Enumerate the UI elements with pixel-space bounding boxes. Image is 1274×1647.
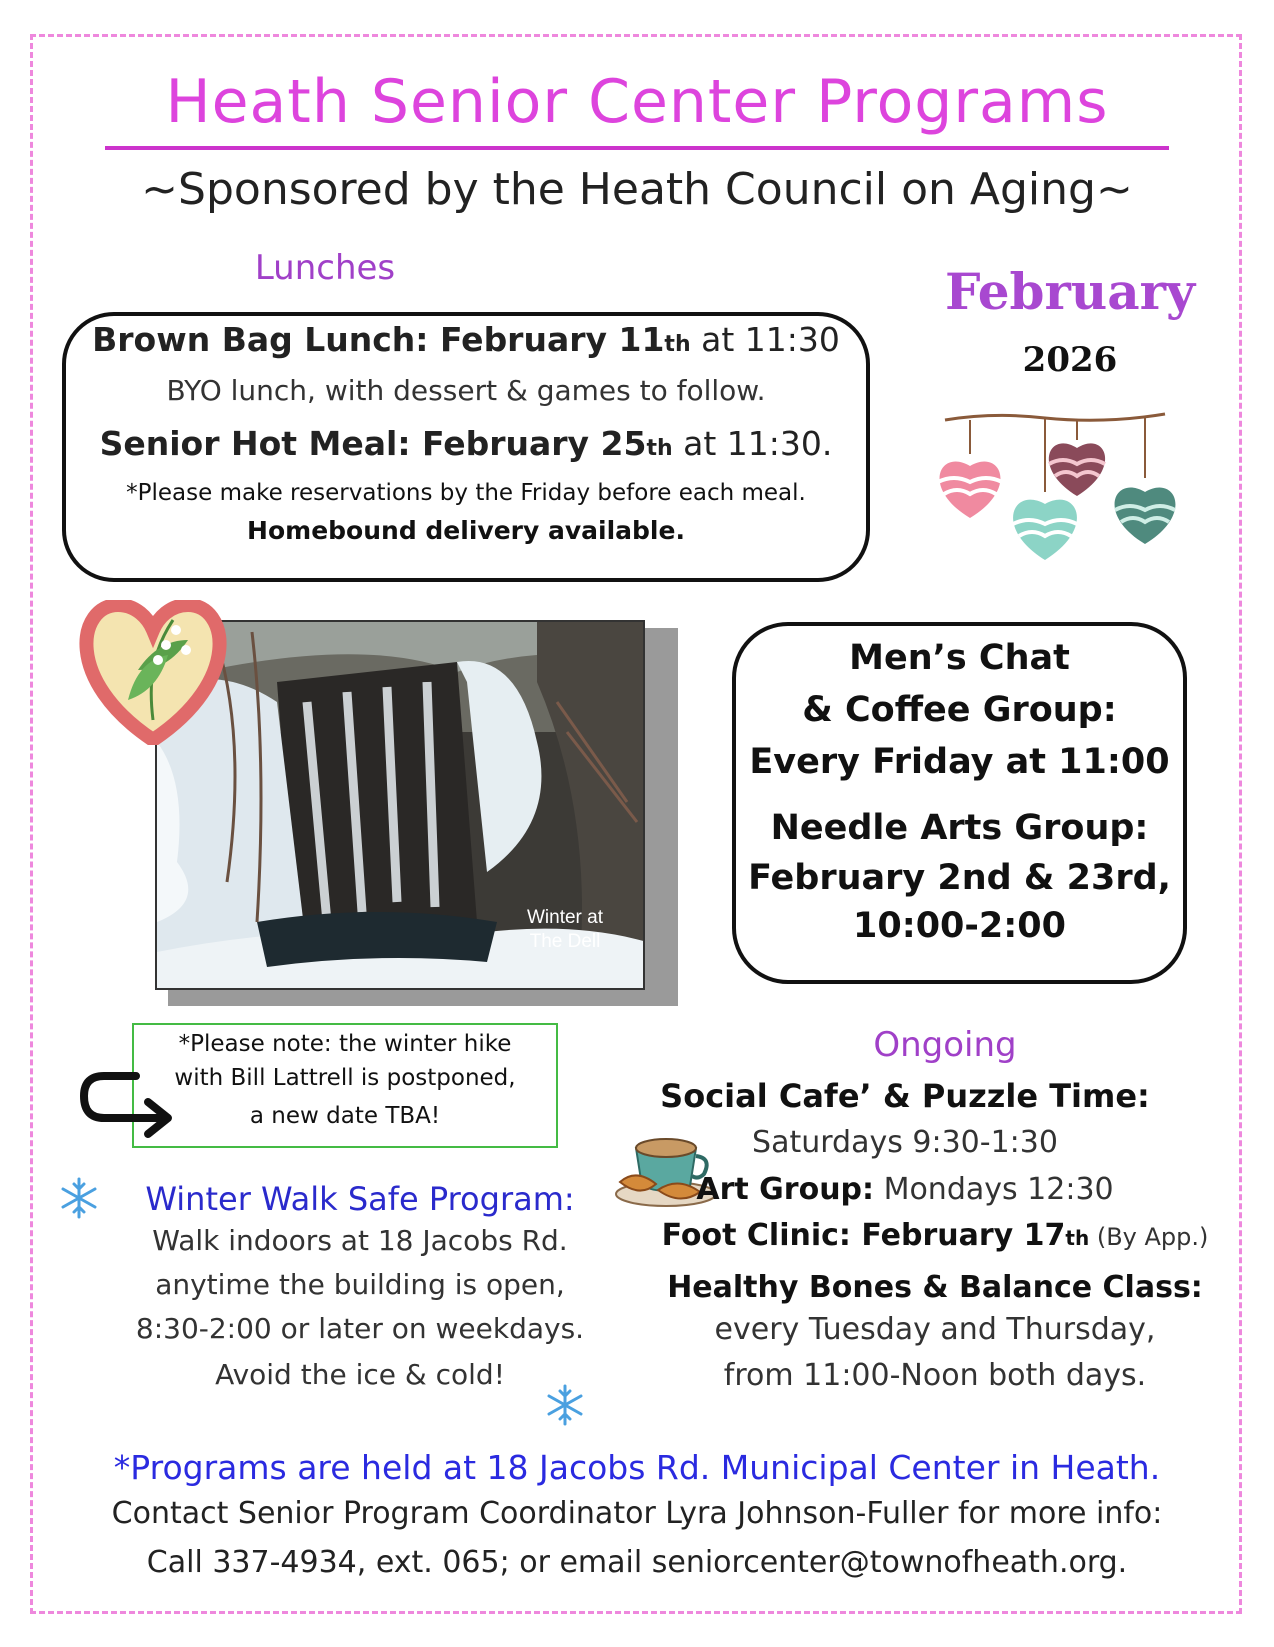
- bones-title: Healthy Bones & Balance Class:: [667, 1270, 1203, 1305]
- lunches-box: [62, 312, 870, 582]
- hot-meal-line: [66, 424, 866, 463]
- art-group-time: Mondays 12:30: [874, 1172, 1114, 1207]
- brown-bag-time: at 11:30: [690, 320, 840, 359]
- winter-walk-line2: anytime the building is open,: [155, 1268, 565, 1301]
- mens-chat-line2: & Coffee Group:: [802, 690, 1117, 730]
- page-title: Heath Senior Center Programs: [165, 67, 1109, 137]
- foot-clinic-note: (By App.): [1089, 1223, 1209, 1251]
- mens-chat-line3: Every Friday at 11:00: [749, 742, 1170, 782]
- bones-line2: from 11:00-Noon both days.: [723, 1358, 1147, 1393]
- hike-note-box: [132, 1023, 558, 1148]
- cafe-title: Social Cafe’ & Puzzle Time:: [660, 1077, 1150, 1115]
- groups-box: [732, 622, 1187, 984]
- needle-arts-line3: 10:00-2:00: [853, 906, 1066, 946]
- winter-walk-title: Winter Walk Safe Program:: [145, 1180, 575, 1218]
- mens-chat-line1: Men’s Chat: [849, 638, 1070, 678]
- contact-line: Contact Senior Program Coordinator Lyra Johnson-Fuller for more info:: [111, 1496, 1163, 1531]
- needle-arts-line1: Needle Arts Group:: [770, 808, 1149, 848]
- curved-arrow-icon: [78, 1070, 188, 1142]
- hike-note-line1: *Please note: the winter hike: [178, 1031, 512, 1057]
- art-group-line: [640, 1172, 1170, 1207]
- year-label: 2026: [1022, 340, 1118, 380]
- brown-bag-label: Brown Bag Lunch: February 11: [92, 320, 665, 359]
- brown-bag-suffix: th: [664, 332, 691, 357]
- reservation-note: *Please make reservations by the Friday before each meal.: [126, 480, 806, 506]
- foot-clinic-line: [630, 1218, 1240, 1253]
- location-note: *Programs are held at 18 Jacobs Rd. Municipal Center in Heath.: [113, 1448, 1161, 1487]
- flower-heart-icon: [78, 600, 228, 745]
- brown-bag-line: [66, 320, 866, 359]
- foot-clinic-label: Foot Clinic: February 17: [661, 1218, 1066, 1253]
- hanging-hearts-icon: [935, 410, 1180, 590]
- foot-clinic-suffix: th: [1065, 1226, 1090, 1250]
- phone-email-line: Call 337-4934, ext. 065; or email seniorcenter@townofheath.org.: [146, 1545, 1128, 1580]
- month-label: February: [944, 262, 1196, 321]
- ongoing-heading: Ongoing: [873, 1025, 1017, 1065]
- winter-walk-line1: Walk indoors at 18 Jacobs Rd.: [152, 1224, 568, 1257]
- brown-bag-detail: BYO lunch, with dessert & games to follow.: [166, 374, 766, 407]
- art-group-label: Art Group:: [696, 1172, 875, 1207]
- hot-meal-suffix: th: [646, 436, 673, 461]
- delivery-note: Homebound delivery available.: [247, 516, 685, 545]
- hot-meal-label: Senior Hot Meal: February 25: [99, 424, 647, 463]
- winter-walk-line3: 8:30-2:00 or later on weekdays.: [135, 1312, 585, 1345]
- winter-walk-line4: Avoid the ice & cold!: [215, 1358, 505, 1391]
- photo-caption-line1: Winter at: [526, 907, 604, 928]
- cafe-time: Saturdays 9:30-1:30: [752, 1125, 1058, 1160]
- bones-line1: every Tuesday and Thursday,: [714, 1312, 1156, 1347]
- lunches-heading: Lunches: [254, 248, 396, 288]
- title-underline: [105, 146, 1169, 150]
- page-subtitle: ~Sponsored by the Heath Council on Aging~: [141, 164, 1133, 215]
- hot-meal-time: at 11:30.: [672, 424, 833, 463]
- needle-arts-line2: February 2nd & 23rd,: [748, 858, 1171, 898]
- hike-note-line3: a new date TBA!: [249, 1103, 441, 1129]
- snowflake-icon: [58, 1177, 100, 1219]
- photo-caption: [505, 906, 625, 954]
- photo-caption-line2: The Dell: [529, 931, 601, 952]
- hike-note-line2: with Bill Lattrell is postponed,: [174, 1065, 516, 1091]
